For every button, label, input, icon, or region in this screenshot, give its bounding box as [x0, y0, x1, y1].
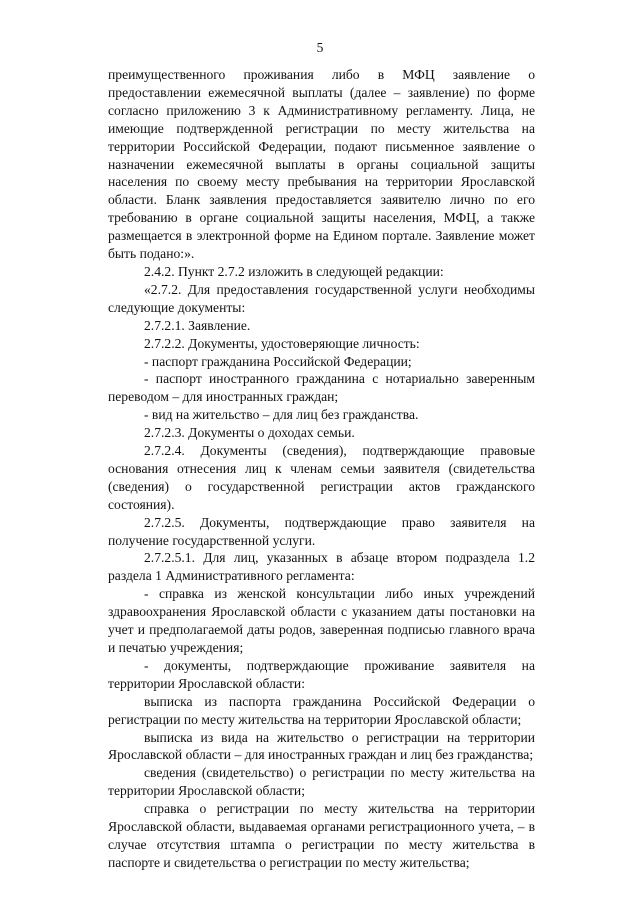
page-number: 5: [316, 40, 324, 55]
document-body: [108, 66, 535, 872]
list-item: выписка из паспорта гражданина Российской Федерации о регистрации по месту жительства на территории Ярославской области;: [108, 693, 535, 727]
list-item: сведения (свидетельство) о регистрации по месту жительства на территории Ярославской области;: [108, 765, 535, 799]
list-item: - документы, подтверждающие проживание заявителя на территории Ярославской области:: [108, 657, 535, 691]
paragraph-2-7-2-5: 2.7.2.5. Документы, подтверждающие право заявителя на получение государственной услуги.: [108, 514, 535, 548]
paragraph-continuation: преимущественного проживания либо в МФЦ заявление о предоставлении ежемесячной выплаты (далее – заявление) по форме согласно приложению 3 к Административному регламенту. Лица, не имеющие подтвержденной регистрации по месту жительства на территории Российской Федерации, подают письменное заявление о назначении ежемесячной выплаты в органы социальной защиты населения по своему месту пребывания на территории Ярославской области. Бланк заявления предоставляется заявителю лично по его требованию в органе социальной защиты населения, МФЦ, а также размещается в электронной форме на Едином портале. Заявление может быть подано:».: [108, 67, 535, 262]
paragraph-2-7-2-3: 2.7.2.3. Документы о доходах семьи.: [144, 425, 355, 441]
list-item: - справка из женской консультации либо иных учреждений здравоохранения Ярославской области с указанием даты постановки на учет и предполагаемой даты родов, заверенная подписью главного врача и печатью учреждения;: [108, 586, 535, 655]
paragraph-2-7-2-1: 2.7.2.1. Заявление.: [144, 317, 251, 333]
paragraph-2-7-2-2: 2.7.2.2. Документы, удостоверяющие личность:: [144, 335, 420, 351]
list-item: - паспорт гражданина Российской Федерации;: [144, 353, 412, 369]
list-item: - паспорт иностранного гражданина с нотариально заверенным переводом – для иностранных граждан;: [108, 371, 535, 405]
paragraph-2-4-2: 2.4.2. Пункт 2.7.2 изложить в следующей редакции:: [144, 263, 444, 279]
list-item: - вид на жительство – для лиц без гражданства.: [144, 407, 419, 423]
list-item: справка о регистрации по месту жительства на территории Ярославской области, выдаваемая органами регистрационного учета, – в случае отсутствия штампа о регистрации по месту жительства в паспорте и свидетельства о регистрации по месту жительства;: [108, 801, 535, 870]
paragraph-2-7-2: «2.7.2. Для предоставления государственной услуги необходимы следующие документы:: [108, 281, 535, 315]
paragraph-2-7-2-4: 2.7.2.4. Документы (сведения), подтверждающие правовые основания отнесения лиц к членам семьи заявителя (свидетельства (сведения) о государственной регистрации актов гражданского состояния).: [108, 443, 535, 512]
paragraph-2-7-2-5-1: 2.7.2.5.1. Для лиц, указанных в абзаце втором подраздела 1.2 раздела 1 Административного регламента:: [108, 550, 535, 584]
list-item: выписка из вида на жительство о регистрации на территории Ярославской области – для иностранных граждан и лиц без гражданства;: [108, 729, 535, 763]
